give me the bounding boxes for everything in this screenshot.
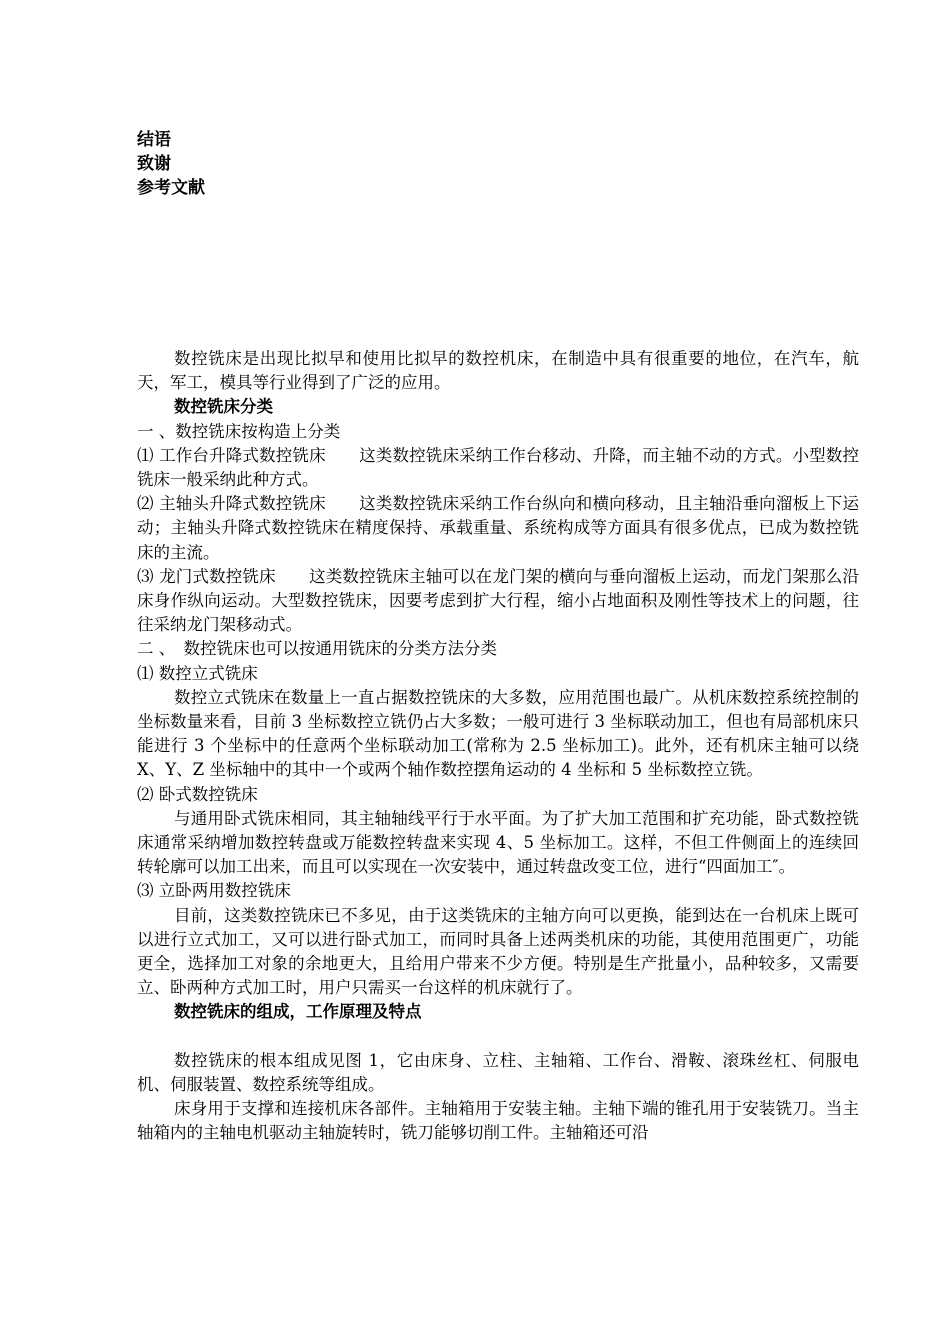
blank-line bbox=[137, 1025, 859, 1049]
section-heading-composition: 数控铣床的组成，工作原理及特点 bbox=[174, 1002, 422, 1022]
list-item-table-lift: ⑴ 工作台升降式数控铣床 这类数控铣床采纳工作台移动、升降，而主轴不动的方式。小型数控铣床一般采纳此种方式。 bbox=[137, 445, 859, 490]
toc-item-references: 参考文献 bbox=[137, 178, 205, 198]
paragraph-horizontal: 与通用卧式铣床相同，其主轴轴线平行于水平面。为了扩大加工范围和扩充功能，卧式数控铣床通常采纳增加数控转盘或万能数控转盘来实现 4、5 坐标加工。这样，不但工件侧面上的连续回转轮廓可以加工出来，而且可以实现在一次安装中，通过转盘改变工位，进行“四面加工″。 bbox=[137, 808, 859, 877]
paragraph-composition: 数控铣床的根本组成见图 1，它由床身、立柱、主轴箱、工作台、滑鞍、滚珠丝杠、伺服电机、伺服装置、数控系统等组成。 bbox=[137, 1050, 859, 1094]
intro-paragraph: 数控铣床是出现比拟早和使用比拟早的数控机床，在制造中具有很重要的地位，在汽车，航天，军工，模具等行业得到了广泛的应用。 bbox=[137, 349, 859, 393]
subsection-title-dual: ⑶ 立卧两用数控铣床 bbox=[137, 881, 291, 901]
paragraph-vertical: 数控立式铣床在数量上一直占据数控铣床的大多数，应用范围也最广。从机床数控系统控制的坐标数量来看，目前 3 坐标数控立铣仍占大多数；一般可进行 3 坐标联动加工，但也有局部机床只能进行 3 个坐标中的任意两个坐标联动加工(常称为 2.5 坐标加工)。此外，还有机床主轴可以绕 X、Y、Z 坐标轴中的其中一个或两个轴作数控摆角运动的 4 坐标和 5 坐标数控立铣。 bbox=[137, 687, 859, 780]
paragraph-dual: 目前，这类数控铣床已不多见，由于这类铣床的主轴方向可以更换，能到达在一台机床上既可以进行立式加工，又可以进行卧式加工，而同时具备上述两类机床的功能，其使用范围更广，功能更全，选择加工对象的余地更大，且给用户带来不少方便。特别是生产批量小，品种较多，又需要立、卧两种方式加工时，用户只需买一台这样的机床就行了。 bbox=[137, 905, 859, 998]
document-body bbox=[137, 347, 859, 1146]
list-item-spindle-lift: ⑵ 主轴头升降式数控铣床 这类数控铣床采纳工作台纵向和横向移动，且主轴沿垂向溜板上下运动；主轴头升降式数控铣床在精度保持、承载重量、系统构成等方面具有很多优点，已成为数控铣床的主流。 bbox=[137, 494, 859, 562]
subsection-title-horizontal: ⑵ 卧式数控铣床 bbox=[137, 784, 258, 804]
section-title-general: 二 、 数控铣床也可以按通用铣床的分类方法分类 bbox=[137, 639, 497, 659]
toc-item-conclusion: 结语 bbox=[137, 130, 171, 150]
toc-list bbox=[137, 128, 205, 200]
section-title-structure: 一 、数控铣床按构造上分类 bbox=[137, 421, 341, 441]
list-item-gantry: ⑶ 龙门式数控铣床 这类数控铣床主轴可以在龙门架的横向与垂向溜板上运动，而龙门架那么沿床身作纵向运动。大型数控铣床，因要考虑到扩大行程，缩小占地面积及刚性等技术上的问题，往往采纳龙门架移动式。 bbox=[137, 566, 859, 635]
subsection-title-vertical: ⑴ 数控立式铣床 bbox=[137, 663, 258, 683]
section-heading-classification: 数控铣床分类 bbox=[174, 397, 273, 417]
toc-item-acknowledgements: 致谢 bbox=[137, 154, 171, 174]
paragraph-bed: 床身用于支撑和连接机床各部件。主轴箱用于安装主轴。主轴下端的锥孔用于安装铣刀。当主轴箱内的主轴电机驱动主轴旋转时，铣刀能够切削工件。主轴箱还可沿 bbox=[137, 1099, 859, 1143]
